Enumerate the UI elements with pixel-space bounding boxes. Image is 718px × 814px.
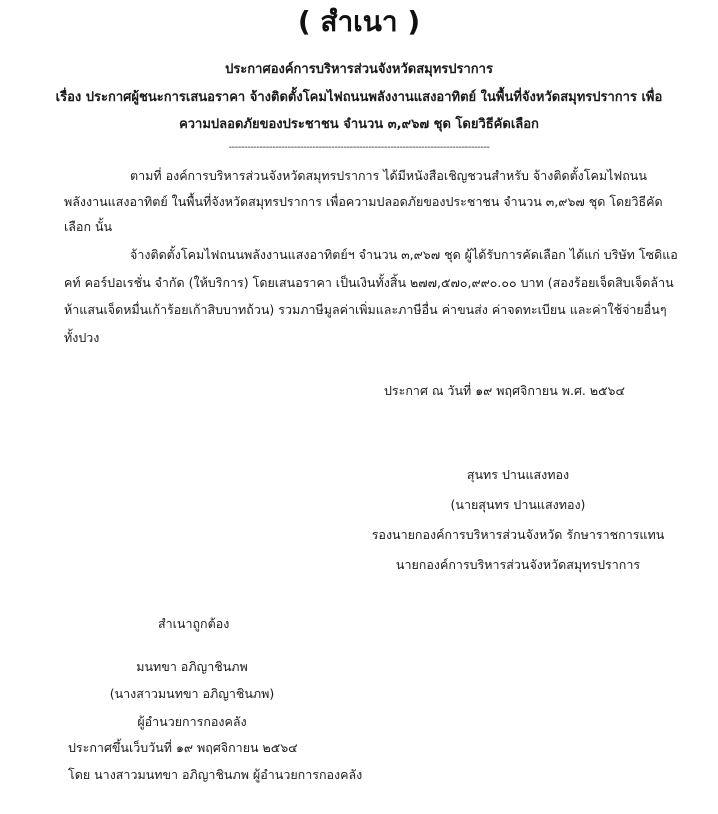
paragraph-line: ทั้งปวง: [64, 330, 100, 345]
certifier-full-name: (นางสาวมนทขา อภิญาชินภพ): [109, 686, 275, 701]
signer-signature: สุนทร ปานแสงทอง: [466, 467, 570, 482]
certifier-signature: มนทขา อภิญาชินภพ: [136, 659, 248, 674]
paragraph-line: พลังงานแสงอาทิตย์ ในพื้นที่จังหวัดสมุทรปราการ เพื่อความปลอดภัยของประชาชน จำนวน ๓,๙๖๗ ชุด โดยวิธีคัด: [64, 194, 663, 209]
paragraph-line: ห้าแสนเจ็ดหมื่นเก้าร้อยเก้าสิบบาทถ้วน) รวมภาษีมูลค่าเพิ่มและภาษีอื่น ค่าขนส่ง ค่าจดทะเบียน และค่าใช้จ่ายอื่นๆ: [64, 302, 667, 317]
announcement-organization: ประกาศองค์การบริหารส่วนจังหวัดสมุทรปราการ: [225, 62, 493, 77]
published-by: โดย นางสาวมนทขา อภิญาชินภพ ผู้อำนวยการกองคลัง: [68, 767, 363, 782]
paragraph-line: จ้างติดตั้งโคมไฟถนนพลังงานแสงอาทิตย์ฯ จำนวน ๓,๙๖๗ ชุด ผู้ได้รับการคัดเลือก ได้แก่ บริษัท โซดิแอ: [130, 247, 678, 262]
announcement-subject-line-1: เรื่อง ประกาศผู้ชนะการเสนอราคา จ้างติดตั้งโคมไฟถนนพลังงานแสงอาทิตย์ ในพื้นที่จังหวัดสมุทรปราการ เพื่อ: [55, 90, 663, 105]
certifier-position: ผู้อำนวยการกองคลัง: [137, 714, 247, 729]
web-publish-date: ประกาศขึ้นเว็บวันที่ ๑๙ พฤศจิกายน ๒๕๖๔: [68, 740, 298, 755]
signer-position-line-2: นายกองค์การบริหารส่วนจังหวัดสมุทรปราการ: [395, 557, 641, 572]
paragraph-line: ตามที่ องค์การบริหารส่วนจังหวัดสมุทรปราการ ได้มีหนังสือเชิญชวนสำหรับ จ้างติดตั้งโคมไฟถนน: [130, 168, 647, 183]
announcement-date: ประกาศ ณ วันที่ ๑๙ พฤศจิกายน พ.ศ. ๒๕๖๔: [384, 383, 625, 398]
separator-line: ------------------------------------------------------------------------------------: [228, 142, 490, 153]
certified-copy-label: สำเนาถูกต้อง: [158, 616, 230, 631]
signer-full-name: (นายสุนทร ปานแสงทอง): [450, 497, 586, 512]
paragraph-line: คท์ คอร์ปอเรชั่น จำกัด (ให้บริการ) โดยเสนอราคา เป็นเงินทั้งสิ้น ๒๗๗,๕๗๐,๙๙๐.๐๐ บาท (สองร้อยเจ็ดสิบเจ็ดล้าน: [64, 275, 674, 290]
signer-position-line-1: รองนายกองค์การบริหารส่วนจังหวัด รักษาราชการแทน: [371, 527, 665, 542]
announcement-subject-line-2: ความปลอดภัยของประชาชน จำนวน ๓,๙๖๗ ชุด โดยวิธีคัดเลือก: [179, 117, 539, 132]
paragraph-line: เลือก นั้น: [64, 219, 113, 234]
copy-stamp-title: ( สำเนา ): [297, 5, 421, 38]
